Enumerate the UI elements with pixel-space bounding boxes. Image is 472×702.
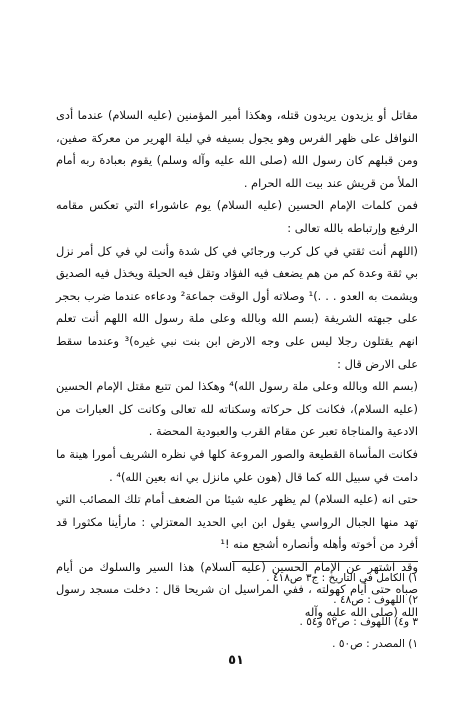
paragraph: وقد اشتهر عن الإمام الحسين (عليه السلام) هذا السير والسلوك من أيام صباه حتى أيام كهولته ، ففي المراسيل ان شريحا قال : دخلت مسجد رسول الله (صلى الله عليه وآله	[56, 559, 418, 620]
page-number: ٥١	[228, 653, 244, 668]
footnote: ٣ و٤) اللهوف : ص٥٢ و٥٤ .	[299, 616, 418, 628]
paragraph: فمن كلمات الإمام الحسين (عليه السلام) يوم عاشوراء التي تعكس مقامه الرفيع وإرتباطه بالله تعالى :	[56, 198, 418, 235]
footnote: ١) المصدر : ص٥٠ .	[332, 638, 418, 650]
footnote-separator	[232, 561, 418, 562]
footnotes	[56, 567, 418, 655]
footnote: ٢) اللهوف : ص٤٨ .	[333, 594, 418, 606]
footnote: ١) الكامل في التاريخ : ج٣ ص٤١٨ .	[266, 572, 418, 584]
paragraph: حتى انه (عليه السلام) لم يظهر عليه شيئا من الضعف أمام تلك المصائب التي تهد منها الجبال الرواسي يقول ابن ابي الحديد المعتزلي : مارأينا مكثورا قد أفرد من أخوته وأهله وأنصاره أشجع منه !¹	[56, 492, 418, 552]
paragraph: مقاتل أو يزيدون يريدون قتله، وهكذا أمير المؤمنين (عليه السلام) عندما أدى النوافل على ظهر الفرس وهو يجول بسيفه في ليلة الهرير من معركة صفين، ومن قبلهم كان رسول الله (صلى الله عليه وآله وسلم) يقوم بعبادة ربه أمام الملأ من قريش عند بيت الله الحرام .	[56, 108, 418, 190]
paragraph: (بسم الله وبالله وعلى ملة رسول الله)⁴ وهكذا لمن تتبع مقتل الإمام الحسين (عليه السلام)، فكانت كل حركاته وسكناته لله تعالى وكانت كل العبارات من الادعية والمناجاة تعبر عن مقام القرب والعبودية المحضة .	[56, 379, 418, 439]
paragraph: فكانت المأساة القطيعة والصور المروعة كلها في نظره الشريف أمورا هينة ما دامت في سبيل الله كما قال (هون علي مانزل بي انه بعين الله)⁴ .	[56, 446, 418, 484]
body-text	[56, 104, 418, 624]
paragraph: (اللهم أنت ثقتي في كل كرب ورجائي في كل شدة وأنت لي في كل أمر نزل بي ثقة وعدة كم من هم يضعف فيه الفؤاد وتقل فيه الحيلة ويخذل فيه الصديق ويشمت به العدو . . .)¹ وصلاته أول الوقت جماعة² ودعاءه عندما ضرب بحجر على جبهته الشريفة (بسم الله وبالله وعلى ملة رسول الله اللهم أنت تعلم انهم يقتلون رجلا ليس على وجه الارض ابن بنت نبي غيره)³ وعندما سقط على الارض قال :	[56, 243, 418, 371]
